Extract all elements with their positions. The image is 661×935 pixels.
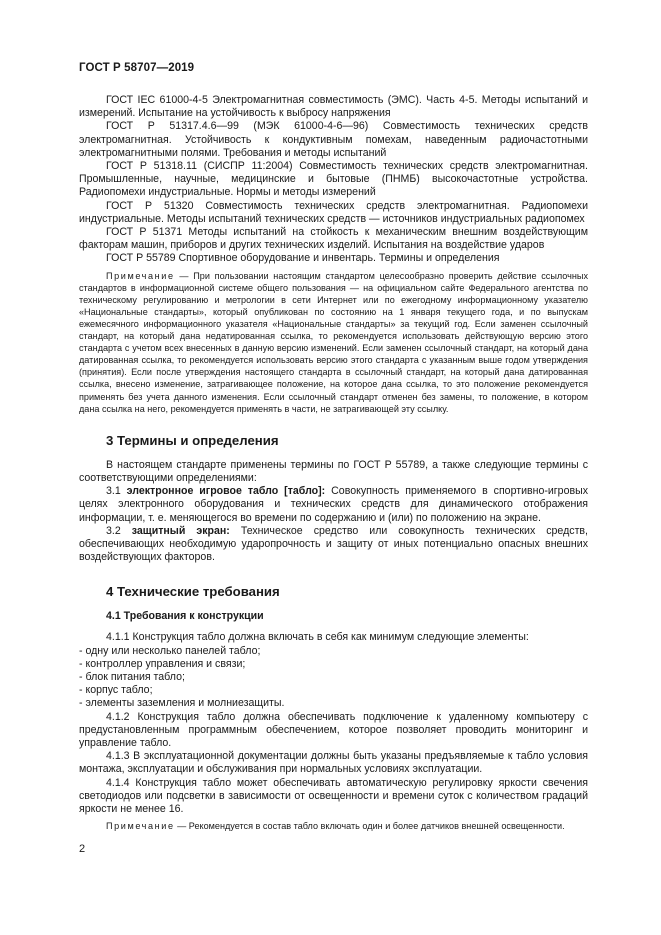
- page-content: [79, 94, 588, 832]
- clause-4-1-2: 4.1.2 Конструкция табло должна обеспечивать подключение к удаленному компьютеру с предустановленным программным обеспечением, которое позволяет проводить мониторинг и управление табло.: [79, 710, 588, 750]
- term-definition: Техническое средство или совокупность технических средств, обеспечивающих необходимую ударопрочность и защиту от иных потенциально опасных внешних воздействующих факторов.: [79, 524, 588, 564]
- clause-4-1-4: 4.1.4 Конструкция табло может обеспечивать автоматическую регулировку яркости свечения светодиодов или подсветки в зависимости от освещенности и времени суток с количеством градаций яркости не менее 16.: [79, 776, 588, 816]
- normative-references-list: [79, 94, 588, 266]
- list-item: - контроллер управления и связи;: [79, 657, 246, 670]
- reference-item: ГОСТ Р 51320 Совместимость технических средств электромагнитная. Радиопомехи индустриальные. Методы испытаний технических средств — источников индустриальных радиопомех: [79, 199, 588, 225]
- brightness-note: [79, 820, 588, 832]
- term-name: электронное игровое табло [табло]:: [126, 485, 326, 498]
- reference-item: ГОСТ IEC 61000-4-5 Электромагнитная совместимость (ЭМС). Часть 4-5. Методы испытаний и измерений. Испытание на устойчивость к выбросу напряжения: [79, 94, 588, 120]
- reference-item: ГОСТ Р 51317.4.6—99 (МЭК 61000-4-6—96) Совместимость технических средств электромагнитная. Устойчивость к кондуктивным помехам, наведенным радиочастотными электромагнитными полями. Требования и методы испытаний: [79, 120, 588, 159]
- note-text: — При пользовании настоящим стандартом целесообразно проверить действие ссылочных стандартов в информационной системе общего пользования — на официальном сайте Федерального агентства по техническому регулированию и метрологии в сети Интернет или по ежегодному информационному указателю «Национальные стандарты», который опубликован по состоянию на 1 января текущего года, и по выпускам ежемесячного информационного указателя «Национальные стандарты» за текущий год. Если заменен ссылочный стандарт, на который дана недатированная ссылка, то рекомендуется использовать действующую версию этого стандарта с учетом всех внесенных в данную версию изменений. Если заменен ссылочный стандарт, на который дана датированная ссылка, то рекомендуется использовать версию этого стандарта с указанным выше годом утверждения (принятия). Если после утверждения настоящего стандарта в ссылочный стандарт, на который дана датированная ссылка, внесено изменение, затрагивающее положение, на которое дана ссылка, то это положение рекомендуется применять без учета данного изменения. Если ссылочный стандарт отменен без замены, то положение, в котором дана ссылка на него, рекомендуется применять в части, не затрагивающей эту ссылку.: [79, 270, 588, 414]
- term-3-2: [79, 525, 588, 565]
- term-number: 3.1: [106, 485, 127, 498]
- page-number: 2: [79, 843, 86, 855]
- note-text: — Рекомендуется в состав табло включать один и более датчиков внешней освещенности.: [174, 821, 565, 832]
- note-label: Примечание: [106, 821, 175, 832]
- note-label: Примечание: [106, 270, 175, 281]
- term-definition: Совокупность применяемого в спортивно-игровых целях электронного оборудования и технических средств для динамического отображения информации, т. е. меняющегося во времени по содержанию и (или) по положению на экране.: [79, 485, 588, 524]
- list-item: - элементы заземления и молниезащиты.: [79, 697, 285, 710]
- term-number: 3.2: [106, 524, 132, 537]
- reference-item: ГОСТ Р 55789 Спортивное оборудование и инвентарь. Термины и определения: [106, 252, 500, 265]
- reference-item: ГОСТ Р 51318.11 (СИСПР 11:2004) Совместимость технических средств электромагнитная. Промышленные, научные, медицинские и бытовые (ПНМБ) высокочастотные устройства. Радиопомехи индустриальные. Нормы и методы измерений: [79, 160, 588, 199]
- term-3-1: [79, 485, 588, 525]
- section-3-heading: 3 Термины и определения: [106, 432, 279, 448]
- list-item: - блок питания табло;: [79, 671, 185, 683]
- section-3-intro: В настоящем стандарте применены термины по ГОСТ Р 55789, а также следующие термины с соответствующими определениями:: [79, 458, 588, 484]
- subsection-4-1-heading: 4.1 Требования к конструкции: [106, 610, 264, 623]
- reference-item: ГОСТ Р 51371 Методы испытаний на стойкость к механическим внешним воздействующим факторам машин, приборов и других технических изделий. Испытания на воздействие ударов: [79, 226, 588, 252]
- clause-4-1-1: 4.1.1 Конструкция табло должна включать в себя как минимум следующие элементы:: [106, 631, 529, 644]
- elements-list: [79, 645, 588, 711]
- term-name: защитный экран:: [131, 524, 230, 537]
- standard-code-header: ГОСТ Р 58707—2019: [79, 62, 195, 74]
- clause-4-1-3: 4.1.3 В эксплуатационной документации должны быть указаны предъявляемые к табло условия монтажа, эксплуатации и обслуживания при нормальных условиях эксплуатации.: [79, 750, 588, 776]
- section-4-heading: 4 Технические требования: [106, 584, 280, 600]
- references-note: [79, 270, 588, 415]
- list-item: - корпус табло;: [79, 684, 153, 697]
- list-item: - одну или несколько панелей табло;: [79, 644, 261, 657]
